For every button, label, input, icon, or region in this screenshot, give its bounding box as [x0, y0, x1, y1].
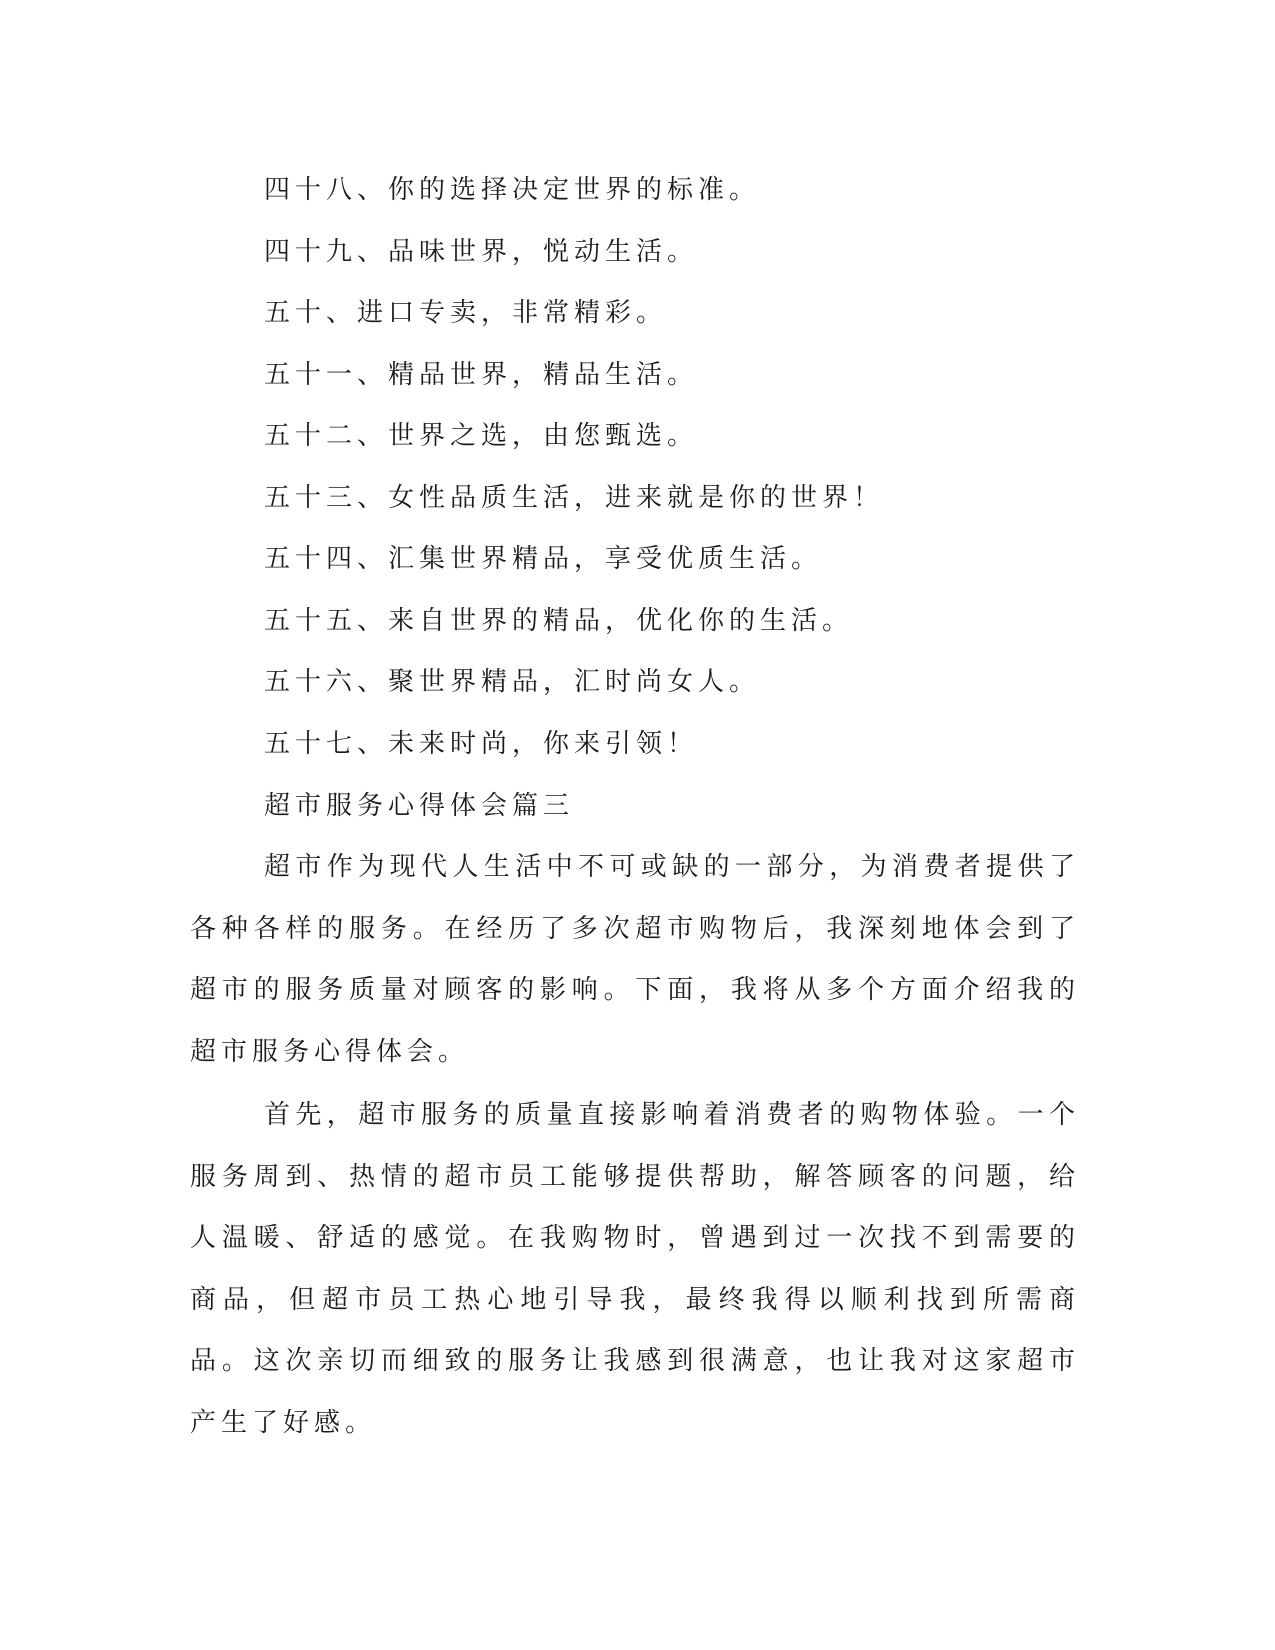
slogan-item-49: 四十九、品味世界，悦动生活。: [264, 236, 699, 267]
slogan-item-54: 五十四、汇集世界精品，享受优质生活。: [264, 544, 823, 574]
slogan-item-56: 五十六、聚世界精品，汇时尚女人。: [264, 667, 761, 697]
body-paragraph-first-point: 首先，超市服务的质量直接影响着消费者的购物体验。一个服务周到、热情的超市员工能够提供帮助，解答顾客的问题，给人温暖、舒适的感觉。在我购物时，曾遇到过一次找不到需要的商品，但超市员工热心地引导我，最终我得以顺利找到所需商品。这次亲切而细致的服务让我感到很满意，也让我对这家超市产生了好感。: [190, 1100, 1080, 1438]
slogan-item-53: 五十三、女性品质生活，进来就是你的世界！: [264, 482, 885, 513]
slogan-item-52: 五十二、世界之选，由您甄选。: [264, 421, 699, 451]
section-heading: 超市服务心得体会篇三: [264, 791, 575, 821]
slogan-item-51: 五十一、精品世界，精品生活。: [264, 359, 699, 390]
body-paragraph-intro: 超市作为现代人生活中不可或缺的一部分，为消费者提供了各种各样的服务。在经历了多次超市购物后，我深刻地体会到了超市的服务质量对顾客的影响。下面，我将从多个方面介绍我的超市服务心得体会。: [190, 852, 1080, 1067]
page-content: [190, 160, 1080, 1454]
slogan-item-48: 四十八、你的选择决定世界的标准。: [264, 175, 761, 205]
slogan-item-55: 五十五、来自世界的精品，优化你的生活。: [264, 605, 854, 636]
slogan-item-57: 五十七、未来时尚，你来引领！: [264, 728, 699, 759]
slogan-list: [190, 160, 1080, 775]
slogan-item-50: 五十、进口专卖，非常精彩。: [264, 298, 668, 328]
